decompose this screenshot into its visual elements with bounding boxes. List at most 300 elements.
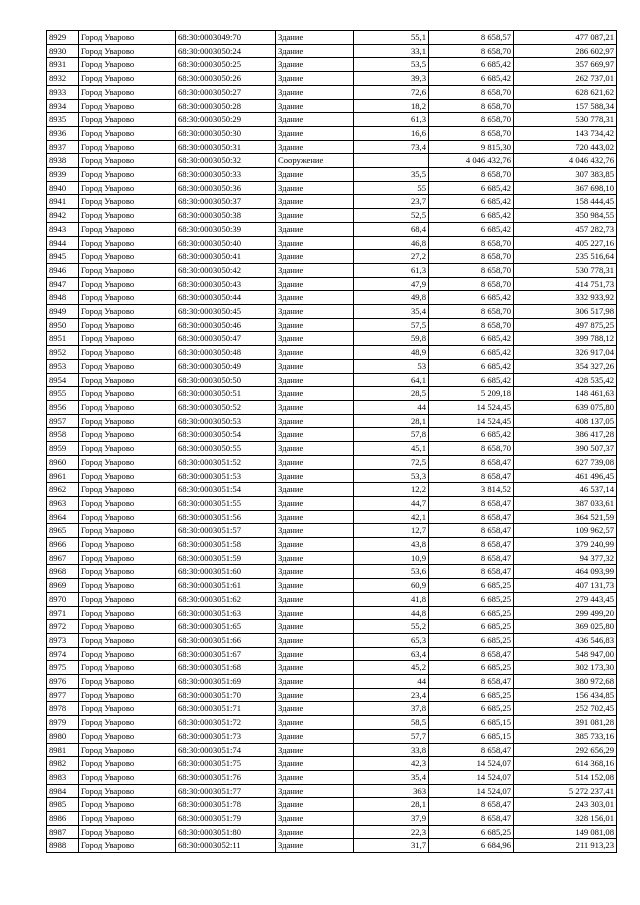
settlement-name-cell: Город Уварово <box>79 716 176 730</box>
specific-value-cell: 6 685,15 <box>429 716 514 730</box>
area-cell: 61,3 <box>354 263 429 277</box>
object-type-cell: Здание <box>276 770 354 784</box>
cadastral-number-cell: 68:30:0003051:67 <box>176 647 276 661</box>
table-row <box>47 675 617 689</box>
settlement-name-cell: Город Уварово <box>79 58 176 72</box>
cadastral-value-cell: 279 443,45 <box>514 592 617 606</box>
specific-value-cell: 8 658,47 <box>429 647 514 661</box>
table-row <box>47 442 617 456</box>
specific-value-cell: 8 658,70 <box>429 277 514 291</box>
specific-value-cell: 8 658,47 <box>429 524 514 538</box>
table-row <box>47 250 617 264</box>
specific-value-cell: 6 685,42 <box>429 359 514 373</box>
row-number-cell: 8964 <box>47 510 79 524</box>
cadastral-number-cell: 68:30:0003050:47 <box>176 332 276 346</box>
object-type-cell: Здание <box>276 579 354 593</box>
cadastral-value-cell: 143 734,42 <box>514 126 617 140</box>
table-row <box>47 579 617 593</box>
object-type-cell: Здание <box>276 757 354 771</box>
row-number-cell: 8985 <box>47 798 79 812</box>
table-row <box>47 565 617 579</box>
row-number-cell: 8988 <box>47 839 79 853</box>
cadastral-value-cell: 357 669,97 <box>514 58 617 72</box>
cadastral-value-cell: 94 377,32 <box>514 551 617 565</box>
cadastral-number-cell: 68:30:0003051:53 <box>176 469 276 483</box>
cadastral-value-cell: 405 227,16 <box>514 236 617 250</box>
table-row <box>47 58 617 72</box>
row-number-cell: 8937 <box>47 140 79 154</box>
object-type-cell: Здание <box>276 305 354 319</box>
object-type-cell: Сооружение <box>276 154 354 168</box>
row-number-cell: 8934 <box>47 99 79 113</box>
cadastral-value-cell: 109 962,57 <box>514 524 617 538</box>
table-row <box>47 757 617 771</box>
settlement-name-cell: Город Уварово <box>79 483 176 497</box>
cadastral-number-cell: 68:30:0003050:25 <box>176 58 276 72</box>
specific-value-cell: 4 046 432,76 <box>429 154 514 168</box>
table-row <box>47 812 617 826</box>
cadastral-number-cell: 68:30:0003050:36 <box>176 181 276 195</box>
settlement-name-cell: Город Уварово <box>79 606 176 620</box>
row-number-cell: 8972 <box>47 620 79 634</box>
area-cell: 53,6 <box>354 565 429 579</box>
table-row <box>47 359 617 373</box>
object-type-cell: Здание <box>276 496 354 510</box>
settlement-name-cell: Город Уварово <box>79 126 176 140</box>
object-type-cell: Здание <box>276 209 354 223</box>
object-type-cell: Здание <box>276 469 354 483</box>
table-row <box>47 373 617 387</box>
area-cell: 64,1 <box>354 373 429 387</box>
cadastral-value-cell: 262 737,01 <box>514 72 617 86</box>
area-cell: 45,1 <box>354 442 429 456</box>
cadastral-number-cell: 68:30:0003051:54 <box>176 483 276 497</box>
cadastral-number-cell: 68:30:0003050:33 <box>176 168 276 182</box>
cadastral-number-cell: 68:30:0003050:54 <box>176 428 276 442</box>
row-number-cell: 8961 <box>47 469 79 483</box>
settlement-name-cell: Город Уварово <box>79 209 176 223</box>
cadastral-value-cell: 639 075,80 <box>514 400 617 414</box>
settlement-name-cell: Город Уварово <box>79 359 176 373</box>
object-type-cell: Здание <box>276 510 354 524</box>
area-cell: 27,2 <box>354 250 429 264</box>
specific-value-cell: 6 685,42 <box>429 181 514 195</box>
row-number-cell: 8963 <box>47 496 79 510</box>
document-page <box>46 30 617 853</box>
cadastral-value-cell: 477 087,21 <box>514 31 617 45</box>
cadastral-number-cell: 68:30:0003050:32 <box>176 154 276 168</box>
table-row <box>47 346 617 360</box>
settlement-name-cell: Город Уварово <box>79 291 176 305</box>
specific-value-cell: 14 524,07 <box>429 770 514 784</box>
settlement-name-cell: Город Уварово <box>79 442 176 456</box>
settlement-name-cell: Город Уварово <box>79 839 176 853</box>
row-number-cell: 8965 <box>47 524 79 538</box>
cadastral-number-cell: 68:30:0003051:69 <box>176 675 276 689</box>
settlement-name-cell: Город Уварово <box>79 222 176 236</box>
cadastral-value-cell: 386 417,28 <box>514 428 617 442</box>
table-row <box>47 743 617 757</box>
row-number-cell: 8942 <box>47 209 79 223</box>
settlement-name-cell: Город Уварово <box>79 305 176 319</box>
settlement-name-cell: Город Уварово <box>79 181 176 195</box>
cadastral-number-cell: 68:30:0003051:55 <box>176 496 276 510</box>
object-type-cell: Здание <box>276 592 354 606</box>
object-type-cell: Здание <box>276 442 354 456</box>
specific-value-cell: 8 658,47 <box>429 455 514 469</box>
table-row <box>47 551 617 565</box>
cadastral-value-cell: 380 972,68 <box>514 675 617 689</box>
table-row <box>47 716 617 730</box>
object-type-cell: Здание <box>276 565 354 579</box>
row-number-cell: 8977 <box>47 688 79 702</box>
specific-value-cell: 14 524,45 <box>429 400 514 414</box>
table-row <box>47 483 617 497</box>
table-row <box>47 305 617 319</box>
specific-value-cell: 6 685,25 <box>429 606 514 620</box>
object-type-cell: Здание <box>276 140 354 154</box>
cadastral-value-cell: 364 521,59 <box>514 510 617 524</box>
row-number-cell: 8973 <box>47 633 79 647</box>
object-type-cell: Здание <box>276 702 354 716</box>
cadastral-value-cell: 350 984,55 <box>514 209 617 223</box>
cadastral-number-cell: 68:30:0003051:62 <box>176 592 276 606</box>
object-type-cell: Здание <box>276 784 354 798</box>
table-row <box>47 688 617 702</box>
table-row <box>47 729 617 743</box>
row-number-cell: 8958 <box>47 428 79 442</box>
row-number-cell: 8930 <box>47 44 79 58</box>
object-type-cell: Здание <box>276 729 354 743</box>
settlement-name-cell: Город Уварово <box>79 551 176 565</box>
area-cell: 16,6 <box>354 126 429 140</box>
cadastral-value-cell: 627 739,08 <box>514 455 617 469</box>
specific-value-cell: 6 685,25 <box>429 592 514 606</box>
cadastral-value-cell: 461 496,45 <box>514 469 617 483</box>
table-row <box>47 400 617 414</box>
object-type-cell: Здание <box>276 620 354 634</box>
specific-value-cell: 8 658,47 <box>429 469 514 483</box>
object-type-cell: Здание <box>276 455 354 469</box>
cadastral-value-cell: 306 517,98 <box>514 305 617 319</box>
object-type-cell: Здание <box>276 400 354 414</box>
settlement-name-cell: Город Уварово <box>79 72 176 86</box>
settlement-name-cell: Город Уварово <box>79 236 176 250</box>
row-number-cell: 8956 <box>47 400 79 414</box>
cadastral-number-cell: 68:30:0003051:70 <box>176 688 276 702</box>
settlement-name-cell: Город Уварово <box>79 784 176 798</box>
row-number-cell: 8950 <box>47 318 79 332</box>
row-number-cell: 8976 <box>47 675 79 689</box>
area-cell: 41,8 <box>354 592 429 606</box>
specific-value-cell: 6 685,25 <box>429 825 514 839</box>
specific-value-cell: 8 658,47 <box>429 496 514 510</box>
row-number-cell: 8966 <box>47 538 79 552</box>
specific-value-cell: 6 685,42 <box>429 72 514 86</box>
settlement-name-cell: Город Уварово <box>79 140 176 154</box>
cadastral-number-cell: 68:30:0003050:30 <box>176 126 276 140</box>
row-number-cell: 8981 <box>47 743 79 757</box>
table-row <box>47 702 617 716</box>
object-type-cell: Здание <box>276 222 354 236</box>
settlement-name-cell: Город Уварово <box>79 825 176 839</box>
row-number-cell: 8959 <box>47 442 79 456</box>
cadastral-number-cell: 68:30:0003050:46 <box>176 318 276 332</box>
cadastral-value-cell: 332 933,92 <box>514 291 617 305</box>
area-cell: 63,4 <box>354 647 429 661</box>
object-type-cell: Здание <box>276 716 354 730</box>
object-type-cell: Здание <box>276 839 354 853</box>
cadastral-number-cell: 68:30:0003051:75 <box>176 757 276 771</box>
cadastral-number-cell: 68:30:0003050:38 <box>176 209 276 223</box>
object-type-cell: Здание <box>276 318 354 332</box>
cadastral-number-cell: 68:30:0003050:51 <box>176 387 276 401</box>
object-type-cell: Здание <box>276 72 354 86</box>
settlement-name-cell: Город Уварово <box>79 757 176 771</box>
row-number-cell: 8954 <box>47 373 79 387</box>
object-type-cell: Здание <box>276 661 354 675</box>
object-type-cell: Здание <box>276 332 354 346</box>
cadastral-value-cell: 243 303,01 <box>514 798 617 812</box>
area-cell: 12,2 <box>354 483 429 497</box>
area-cell: 28,1 <box>354 414 429 428</box>
row-number-cell: 8931 <box>47 58 79 72</box>
specific-value-cell: 8 658,70 <box>429 99 514 113</box>
row-number-cell: 8983 <box>47 770 79 784</box>
row-number-cell: 8987 <box>47 825 79 839</box>
specific-value-cell: 8 658,47 <box>429 551 514 565</box>
cadastral-number-cell: 68:30:0003051:77 <box>176 784 276 798</box>
settlement-name-cell: Город Уварово <box>79 195 176 209</box>
cadastral-number-cell: 68:30:0003051:60 <box>176 565 276 579</box>
specific-value-cell: 5 209,18 <box>429 387 514 401</box>
cadastral-value-cell: 464 093,99 <box>514 565 617 579</box>
table-row <box>47 469 617 483</box>
settlement-name-cell: Город Уварово <box>79 647 176 661</box>
object-type-cell: Здание <box>276 483 354 497</box>
object-type-cell: Здание <box>276 58 354 72</box>
specific-value-cell: 6 685,25 <box>429 661 514 675</box>
area-cell: 72,5 <box>354 455 429 469</box>
table-row <box>47 784 617 798</box>
settlement-name-cell: Город Уварово <box>79 565 176 579</box>
cadastral-value-cell: 158 444,45 <box>514 195 617 209</box>
row-number-cell: 8945 <box>47 250 79 264</box>
cadastral-number-cell: 68:30:0003050:49 <box>176 359 276 373</box>
cadastral-value-cell: 286 602,97 <box>514 44 617 58</box>
cadastral-value-cell: 369 025,80 <box>514 620 617 634</box>
cadastral-number-cell: 68:30:0003051:52 <box>176 455 276 469</box>
specific-value-cell: 6 685,25 <box>429 702 514 716</box>
object-type-cell: Здание <box>276 126 354 140</box>
area-cell: 363 <box>354 784 429 798</box>
settlement-name-cell: Город Уварово <box>79 538 176 552</box>
settlement-name-cell: Город Уварово <box>79 743 176 757</box>
settlement-name-cell: Город Уварово <box>79 414 176 428</box>
row-number-cell: 8957 <box>47 414 79 428</box>
specific-value-cell: 8 658,47 <box>429 743 514 757</box>
cadastral-number-cell: 68:30:0003050:52 <box>176 400 276 414</box>
row-number-cell: 8960 <box>47 455 79 469</box>
cadastral-value-cell: 148 461,63 <box>514 387 617 401</box>
cadastral-number-cell: 68:30:0003050:55 <box>176 442 276 456</box>
object-type-cell: Здание <box>276 538 354 552</box>
object-type-cell: Здание <box>276 551 354 565</box>
specific-value-cell: 6 685,25 <box>429 688 514 702</box>
object-type-cell: Здание <box>276 812 354 826</box>
area-cell: 57,5 <box>354 318 429 332</box>
cadastral-number-cell: 68:30:0003050:31 <box>176 140 276 154</box>
specific-value-cell: 14 524,45 <box>429 414 514 428</box>
cadastral-value-cell: 399 788,12 <box>514 332 617 346</box>
table-row <box>47 113 617 127</box>
object-type-cell: Здание <box>276 195 354 209</box>
row-number-cell: 8946 <box>47 263 79 277</box>
cadastral-number-cell: 68:30:0003050:45 <box>176 305 276 319</box>
area-cell: 35,5 <box>354 168 429 182</box>
cadastral-value-cell: 387 033,61 <box>514 496 617 510</box>
row-number-cell: 8975 <box>47 661 79 675</box>
settlement-name-cell: Город Уварово <box>79 798 176 812</box>
settlement-name-cell: Город Уварово <box>79 263 176 277</box>
table-row <box>47 168 617 182</box>
settlement-name-cell: Город Уварово <box>79 579 176 593</box>
cadastral-number-cell: 68:30:0003051:68 <box>176 661 276 675</box>
cadastral-number-cell: 68:30:0003051:74 <box>176 743 276 757</box>
area-cell: 72,6 <box>354 85 429 99</box>
specific-value-cell: 6 685,42 <box>429 373 514 387</box>
cadastral-value-cell: 530 778,31 <box>514 263 617 277</box>
cadastral-value-cell: 46 537,14 <box>514 483 617 497</box>
cadastral-number-cell: 68:30:0003050:48 <box>176 346 276 360</box>
area-cell: 68,4 <box>354 222 429 236</box>
row-number-cell: 8970 <box>47 592 79 606</box>
specific-value-cell: 9 815,30 <box>429 140 514 154</box>
cadastral-number-cell: 68:30:0003050:27 <box>176 85 276 99</box>
area-cell: 43,8 <box>354 538 429 552</box>
area-cell: 28,1 <box>354 798 429 812</box>
area-cell: 44,8 <box>354 606 429 620</box>
specific-value-cell: 6 685,42 <box>429 346 514 360</box>
table-row <box>47 770 617 784</box>
specific-value-cell: 8 658,70 <box>429 318 514 332</box>
cadastral-value-cell: 299 499,20 <box>514 606 617 620</box>
row-number-cell: 8986 <box>47 812 79 826</box>
cadastral-number-cell: 68:30:0003050:50 <box>176 373 276 387</box>
specific-value-cell: 6 685,42 <box>429 209 514 223</box>
specific-value-cell: 8 658,47 <box>429 538 514 552</box>
object-type-cell: Здание <box>276 31 354 45</box>
cadastral-number-cell: 68:30:0003050:43 <box>176 277 276 291</box>
cadastral-number-cell: 68:30:0003051:66 <box>176 633 276 647</box>
row-number-cell: 8947 <box>47 277 79 291</box>
cadastral-number-cell: 68:30:0003050:44 <box>176 291 276 305</box>
area-cell: 42,3 <box>354 757 429 771</box>
cadastral-number-cell: 68:30:0003050:28 <box>176 99 276 113</box>
area-cell: 28,5 <box>354 387 429 401</box>
settlement-name-cell: Город Уварово <box>79 387 176 401</box>
cadastral-value-cell: 307 383,85 <box>514 168 617 182</box>
object-type-cell: Здание <box>276 825 354 839</box>
cadastral-number-cell: 68:30:0003050:53 <box>176 414 276 428</box>
specific-value-cell: 8 658,70 <box>429 85 514 99</box>
cadastral-value-cell: 156 434,85 <box>514 688 617 702</box>
row-number-cell: 8938 <box>47 154 79 168</box>
area-cell: 22,3 <box>354 825 429 839</box>
object-type-cell: Здание <box>276 373 354 387</box>
specific-value-cell: 8 658,70 <box>429 113 514 127</box>
cadastral-value-table <box>46 30 617 853</box>
cadastral-number-cell: 68:30:0003050:24 <box>176 44 276 58</box>
object-type-cell: Здание <box>276 387 354 401</box>
table-row <box>47 647 617 661</box>
specific-value-cell: 8 658,57 <box>429 31 514 45</box>
cadastral-value-cell: 390 507,37 <box>514 442 617 456</box>
table-row <box>47 181 617 195</box>
area-cell: 53,5 <box>354 58 429 72</box>
settlement-name-cell: Город Уварово <box>79 373 176 387</box>
settlement-name-cell: Город Уварово <box>79 592 176 606</box>
specific-value-cell: 8 658,70 <box>429 168 514 182</box>
cadastral-number-cell: 68:30:0003050:26 <box>176 72 276 86</box>
row-number-cell: 8969 <box>47 579 79 593</box>
area-cell: 57,8 <box>354 428 429 442</box>
object-type-cell: Здание <box>276 44 354 58</box>
table-row <box>47 510 617 524</box>
cadastral-number-cell: 68:30:0003051:61 <box>176 579 276 593</box>
settlement-name-cell: Город Уварово <box>79 31 176 45</box>
cadastral-value-cell: 614 368,16 <box>514 757 617 771</box>
area-cell <box>354 154 429 168</box>
specific-value-cell: 6 685,42 <box>429 222 514 236</box>
specific-value-cell: 6 685,42 <box>429 58 514 72</box>
specific-value-cell: 8 658,47 <box>429 510 514 524</box>
area-cell: 35,4 <box>354 770 429 784</box>
cadastral-number-cell: 68:30:0003051:73 <box>176 729 276 743</box>
specific-value-cell: 6 685,42 <box>429 332 514 346</box>
cadastral-value-cell: 157 588,34 <box>514 99 617 113</box>
cadastral-number-cell: 68:30:0003051:63 <box>176 606 276 620</box>
table-row <box>47 99 617 113</box>
object-type-cell: Здание <box>276 606 354 620</box>
settlement-name-cell: Город Уварово <box>79 688 176 702</box>
row-number-cell: 8952 <box>47 346 79 360</box>
table-row <box>47 798 617 812</box>
cadastral-value-cell: 367 698,10 <box>514 181 617 195</box>
cadastral-number-cell: 68:30:0003050:37 <box>176 195 276 209</box>
object-type-cell: Здание <box>276 647 354 661</box>
settlement-name-cell: Город Уварово <box>79 428 176 442</box>
object-type-cell: Здание <box>276 688 354 702</box>
area-cell: 23,7 <box>354 195 429 209</box>
object-type-cell: Здание <box>276 181 354 195</box>
table-row <box>47 428 617 442</box>
object-type-cell: Здание <box>276 414 354 428</box>
area-cell: 10,9 <box>354 551 429 565</box>
settlement-name-cell: Город Уварово <box>79 99 176 113</box>
area-cell: 39,3 <box>354 72 429 86</box>
table-row <box>47 263 617 277</box>
specific-value-cell: 6 685,25 <box>429 579 514 593</box>
table-row <box>47 661 617 675</box>
row-number-cell: 8933 <box>47 85 79 99</box>
object-type-cell: Здание <box>276 263 354 277</box>
object-type-cell: Здание <box>276 359 354 373</box>
area-cell: 45,2 <box>354 661 429 675</box>
area-cell: 53,3 <box>354 469 429 483</box>
settlement-name-cell: Город Уварово <box>79 702 176 716</box>
row-number-cell: 8941 <box>47 195 79 209</box>
